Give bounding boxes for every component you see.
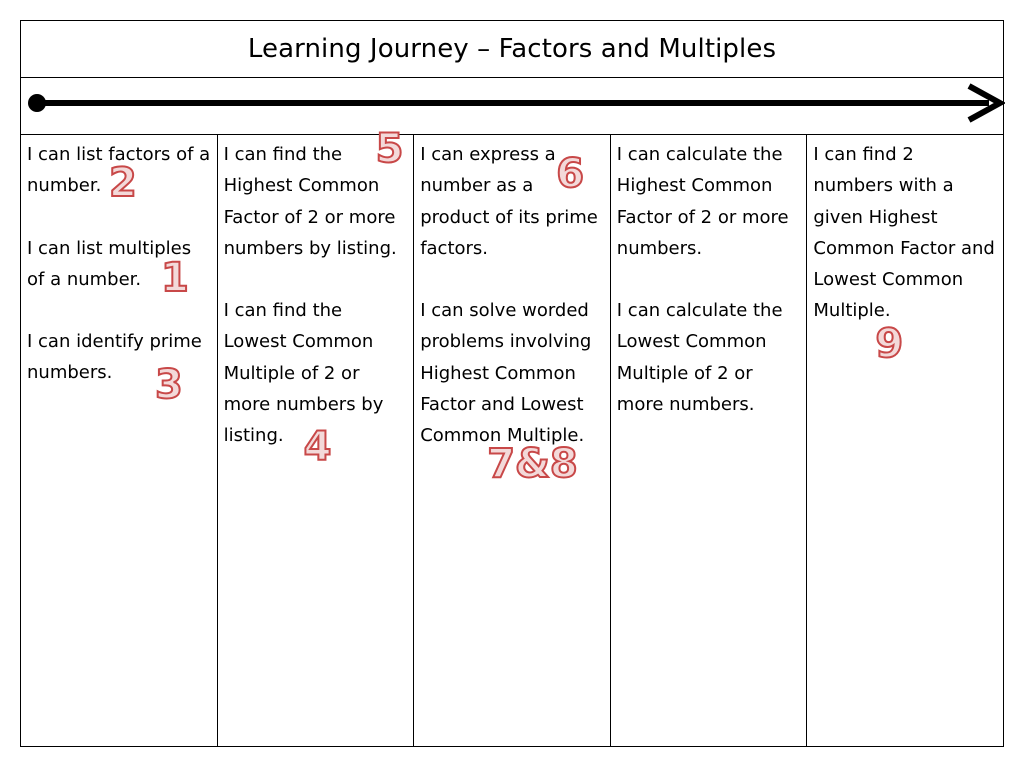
statement-list-factors: I can list factors of a number. <box>27 144 211 197</box>
title-row <box>21 21 1003 78</box>
column-5 <box>807 135 1003 746</box>
page-title: Learning Journey – Factors and Multiples <box>247 34 777 64</box>
annotation-number-2: 2 <box>109 160 137 206</box>
statement-calc-lcm: I can calculate the Lowest Common Multiple of 2 or more numbers. <box>616 300 783 416</box>
annotation-number-7-and-8: 7&8 <box>487 441 578 487</box>
timeline-arrow-icon <box>21 78 1005 135</box>
timeline-row <box>21 78 1003 135</box>
annotation-number-4: 4 <box>303 424 332 470</box>
statement-lcm-listing: I can find the Lowest Common Multiple of 2 or more numbers by listing. <box>223 300 384 447</box>
annotation-number-1: 1 <box>161 255 189 301</box>
column-4 <box>611 135 808 746</box>
learning-journey-table <box>20 20 1004 747</box>
statement-prime-factors: I can express a number as a product of its prime factors. <box>420 144 598 259</box>
statement-columns <box>21 126 1003 746</box>
annotation-number-3: 3 <box>155 362 183 408</box>
statement-worded-problems: I can solve worded problems involving Highest Common Factor and Lowest Common Multiple. <box>420 300 592 447</box>
statement-hcf-listing: I can find the Highest Common Factor of 2 or more numbers by listing. <box>223 144 397 259</box>
statement-calc-hcf: I can calculate the Highest Common Factor of 2 or more numbers. <box>616 144 789 259</box>
statement-list-multiples: I can list multiples of a number. <box>27 237 192 290</box>
column-3 <box>414 135 611 746</box>
annotation-number-6: 6 <box>556 151 585 197</box>
statement-find-two-numbers: I can find 2 numbers with a given Highest Common Factor and Lowest Common Multiple. <box>813 144 995 322</box>
column-2 <box>218 126 415 746</box>
statement-identify-primes: I can identify prime numbers. <box>27 331 202 384</box>
annotation-number-5: 5 <box>375 126 404 172</box>
annotation-number-9: 9 <box>875 321 904 367</box>
column-1 <box>21 135 218 746</box>
